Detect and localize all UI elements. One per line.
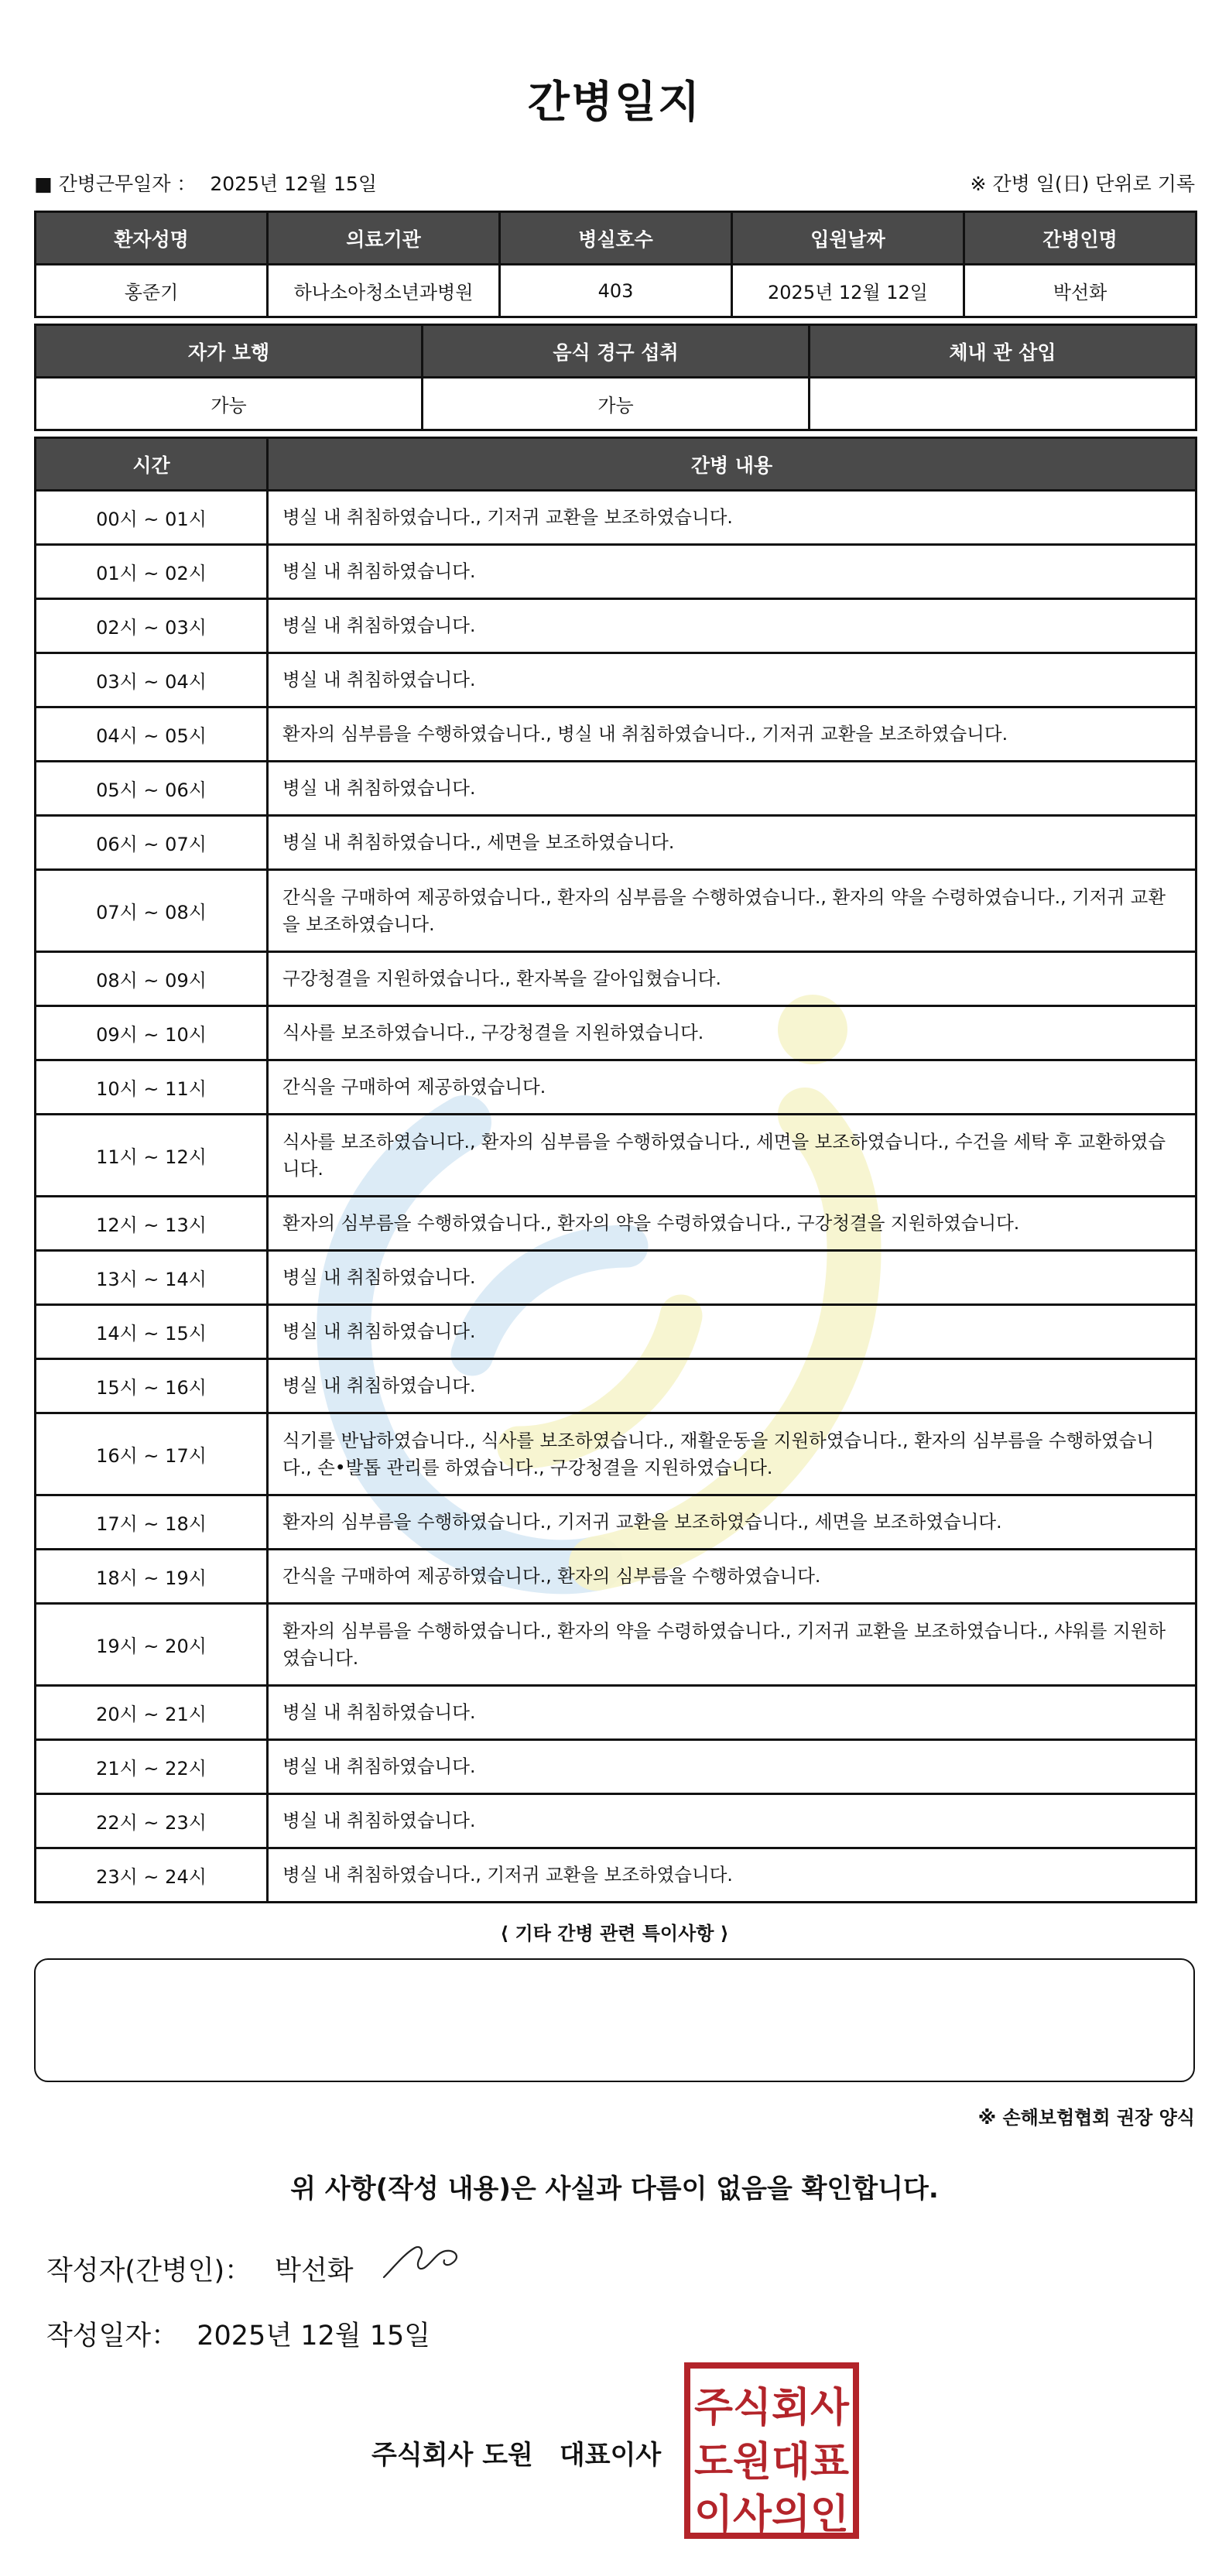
table-row [36, 1115, 1196, 1197]
table-row [36, 762, 1196, 816]
row-time: 19시 ~ 20시 [36, 1604, 268, 1686]
header-time: 시간 [36, 438, 268, 491]
row-time: 03시 ~ 04시 [36, 653, 268, 707]
row-time: 01시 ~ 02시 [36, 545, 268, 599]
row-content: 병실 내 취침하였습니다. [268, 545, 1196, 599]
table-row [36, 1197, 1196, 1251]
self-walking-value: 가능 [36, 378, 423, 430]
row-content: 환자의 심부름을 수행하였습니다., 기저귀 교환을 보조하였습니다., 세면을 보조하였습니다. [268, 1495, 1196, 1550]
hospital-name: 하나소아청소년과병원 [268, 265, 500, 317]
patient-status-table [34, 324, 1197, 431]
row-time: 00시 ~ 01시 [36, 491, 268, 545]
row-content: 환자의 심부름을 수행하였습니다., 병실 내 취침하였습니다., 기저귀 교환을 보조하였습니다. [268, 707, 1196, 762]
writer-line [46, 2249, 354, 2288]
row-time: 02시 ~ 03시 [36, 599, 268, 653]
row-content: 간식을 구매하여 제공하였습니다., 환자의 심부름을 수행하였습니다., 환자의 약을 수령하였습니다., 기저귀 교환을 보조하였습니다. [268, 870, 1196, 952]
unit-note: ※ 간병 일(日) 단위로 기록 [970, 173, 1195, 195]
row-content: 병실 내 취침하였습니다., 세면을 보조하였습니다. [268, 816, 1196, 870]
row-time: 05시 ~ 06시 [36, 762, 268, 816]
header-oral-intake: 음식 경구 섭취 [423, 325, 810, 378]
row-time: 18시 ~ 19시 [36, 1550, 268, 1604]
notes-title: ⟨ 기타 간병 관련 특이사항 ⟩ [500, 1923, 729, 1944]
row-content: 병실 내 취침하였습니다., 기저귀 교환을 보조하였습니다. [268, 491, 1196, 545]
table-row [36, 545, 1196, 599]
row-content: 환자의 심부름을 수행하였습니다., 환자의 약을 수령하였습니다., 기저귀 교환을 보조하였습니다., 샤워를 지원하였습니다. [268, 1604, 1196, 1686]
row-content: 병실 내 취침하였습니다. [268, 1251, 1196, 1305]
svg-text:도원대표: 도원대표 [694, 2439, 849, 2485]
table-row [36, 816, 1196, 870]
table-row [36, 491, 1196, 545]
row-time: 07시 ~ 08시 [36, 870, 268, 952]
document-title: 간병일지 [527, 77, 702, 128]
row-content: 병실 내 취침하였습니다. [268, 653, 1196, 707]
header-care-content: 간병 내용 [268, 438, 1196, 491]
table-row [36, 1305, 1196, 1359]
writer-label: 작성자(간병인)： [46, 2256, 252, 2287]
table-row [36, 952, 1196, 1006]
signature-icon [378, 2237, 471, 2283]
row-time: 11시 ~ 12시 [36, 1115, 268, 1197]
row-time: 23시 ~ 24시 [36, 1848, 268, 1903]
patient-info-table [34, 211, 1197, 318]
table-row [36, 1794, 1196, 1848]
row-time: 15시 ~ 16시 [36, 1359, 268, 1413]
row-content: 병실 내 취침하였습니다. [268, 762, 1196, 816]
row-time: 20시 ~ 21시 [36, 1686, 268, 1740]
table-row [36, 870, 1196, 952]
care-log-table [34, 437, 1197, 1903]
oral-intake-value: 가능 [423, 378, 810, 430]
row-time: 04시 ~ 05시 [36, 707, 268, 762]
written-date-label: 작성일자： [46, 2321, 179, 2352]
row-time: 09시 ~ 10시 [36, 1006, 268, 1060]
notes-box [34, 1958, 1195, 2082]
row-time: 22시 ~ 23시 [36, 1794, 268, 1848]
caregiver-name: 박선화 [964, 265, 1196, 317]
header-tube-insertion: 체내 관 삽입 [810, 325, 1196, 378]
writer-name: 박선화 [275, 2256, 354, 2287]
row-content: 병실 내 취침하였습니다. [268, 1359, 1196, 1413]
recommend-note: ※ 손해보험협회 권장 양식 [977, 2107, 1195, 2129]
row-time: 21시 ~ 22시 [36, 1740, 268, 1794]
patient-name: 홍준기 [36, 265, 268, 317]
company-seal-icon [684, 2362, 859, 2539]
row-content: 간식을 구매하여 제공하였습니다., 환자의 심부름을 수행하였습니다. [268, 1550, 1196, 1604]
row-content: 병실 내 취침하였습니다. [268, 599, 1196, 653]
tube-insertion-value [810, 378, 1196, 430]
row-time: 17시 ~ 18시 [36, 1495, 268, 1550]
header-self-walking: 자가 보행 [36, 325, 423, 378]
table-row [36, 1060, 1196, 1115]
table-row [36, 599, 1196, 653]
row-content: 병실 내 취침하였습니다. [268, 1794, 1196, 1848]
table-row [36, 1359, 1196, 1413]
duty-date-value: 2025년 12월 15일 [210, 173, 377, 195]
row-content: 병실 내 취침하였습니다. [268, 1305, 1196, 1359]
row-time: 14시 ~ 15시 [36, 1305, 268, 1359]
header-hospital: 의료기관 [268, 212, 500, 265]
row-content: 간식을 구매하여 제공하였습니다. [268, 1060, 1196, 1115]
written-date-line [46, 2314, 430, 2353]
row-content: 식사를 보조하였습니다., 구강청결을 지원하였습니다. [268, 1006, 1196, 1060]
duty-date-label: ■ 간병근무일자 ： [34, 173, 197, 195]
duty-date [34, 169, 377, 197]
table-row [36, 1251, 1196, 1305]
table-row [36, 653, 1196, 707]
svg-text:이사의인: 이사의인 [694, 2492, 849, 2538]
svg-text:주식회사: 주식회사 [694, 2385, 850, 2431]
room-number: 403 [500, 265, 732, 317]
table-row [36, 1495, 1196, 1550]
table-row [36, 1686, 1196, 1740]
row-time: 12시 ~ 13시 [36, 1197, 268, 1251]
row-content: 식기를 반납하였습니다., 식사를 보조하였습니다., 재활운동을 지원하였습니다., 환자의 심부름을 수행하였습니다., 손•발톱 관리를 하였습니다., 구강청결을 지원하였습니다. [268, 1413, 1196, 1495]
row-content: 환자의 심부름을 수행하였습니다., 환자의 약을 수령하였습니다., 구강청결을 지원하였습니다. [268, 1197, 1196, 1251]
row-time: 13시 ~ 14시 [36, 1251, 268, 1305]
admission-date: 2025년 12월 12일 [732, 265, 964, 317]
row-content: 식사를 보조하였습니다., 환자의 심부름을 수행하였습니다., 세면을 보조하였습니다., 수건을 세탁 후 교환하였습니다. [268, 1115, 1196, 1197]
header-caregiver-name: 간병인명 [964, 212, 1196, 265]
row-time: 06시 ~ 07시 [36, 816, 268, 870]
table-row [36, 1604, 1196, 1686]
table-row [36, 1006, 1196, 1060]
table-row [36, 1413, 1196, 1495]
company-representative: 주식회사 도원 대표이사 [371, 2440, 662, 2471]
header-admission-date: 입원날짜 [732, 212, 964, 265]
row-time: 16시 ~ 17시 [36, 1413, 268, 1495]
table-row [36, 1740, 1196, 1794]
notes-content [36, 1960, 1193, 1991]
header-room-number: 병실호수 [500, 212, 732, 265]
table-row [36, 1848, 1196, 1903]
table-row [36, 707, 1196, 762]
row-content: 병실 내 취침하였습니다. [268, 1686, 1196, 1740]
table-row [36, 1550, 1196, 1604]
row-content: 병실 내 취침하였습니다., 기저귀 교환을 보조하였습니다. [268, 1848, 1196, 1903]
row-time: 10시 ~ 11시 [36, 1060, 268, 1115]
written-date-value: 2025년 12월 15일 [197, 2321, 431, 2352]
row-content: 병실 내 취침하였습니다. [268, 1740, 1196, 1794]
row-content: 구강청결을 지원하였습니다., 환자복을 갈아입혔습니다. [268, 952, 1196, 1006]
row-time: 08시 ~ 09시 [36, 952, 268, 1006]
confirmation-statement: 위 사항(작성 내용)은 사실과 다름이 없음을 확인합니다. [290, 2174, 939, 2204]
header-patient-name: 환자성명 [36, 212, 268, 265]
